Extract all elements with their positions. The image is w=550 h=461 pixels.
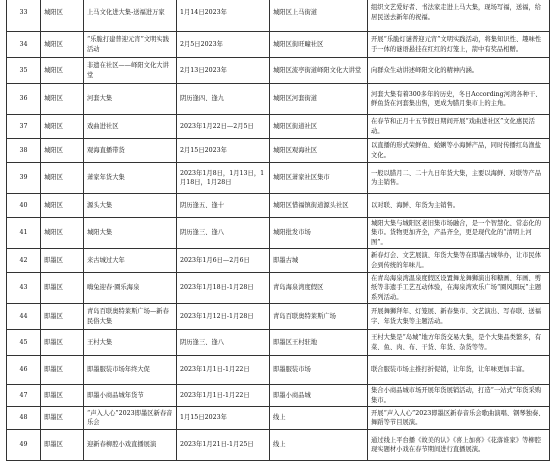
district-cell: 城阳区 bbox=[41, 163, 84, 194]
event-name-cell: 即墨小商品城年货节 bbox=[84, 385, 177, 407]
table-row bbox=[7, 32, 550, 58]
row-number: 34 bbox=[7, 32, 41, 58]
table-row bbox=[7, 407, 550, 430]
time-cell: 2023年1月21日-1月25日 bbox=[177, 430, 270, 461]
row-number: 43 bbox=[7, 273, 41, 304]
time-cell: 2023年1月22日—2月5日 bbox=[177, 115, 270, 139]
table-row bbox=[7, 330, 550, 356]
row-number: 40 bbox=[7, 194, 41, 218]
place-cell: 城阳区惜福镇街道源头社区 bbox=[270, 194, 368, 218]
district-cell: 城阳区 bbox=[41, 139, 84, 163]
table-row bbox=[7, 194, 550, 218]
district-cell: 城阳区 bbox=[41, 84, 84, 115]
event-name-cell: 即墨服装市场年终大促 bbox=[84, 356, 177, 385]
place-cell: 线上 bbox=[270, 407, 368, 430]
place-cell: 青岛海泉湾度假区 bbox=[270, 273, 368, 304]
description-cell: 新春灯会、文艺展演、年货大集等在即墨古城举办，让市民体会到传统的年味儿。 bbox=[368, 249, 550, 273]
table-row bbox=[7, 273, 550, 304]
event-name-cell: 戏曲进社区 bbox=[84, 115, 177, 139]
time-cell: 2023年1月8日，1月13日，1月18日，1月28日 bbox=[177, 163, 270, 194]
event-name-cell: 嗨兔迎春·圈乐海泉 bbox=[84, 273, 177, 304]
table-row bbox=[7, 218, 550, 249]
event-name-cell: 城阳大集 bbox=[84, 218, 177, 249]
time-cell: 阴历逢四、逢九 bbox=[177, 84, 270, 115]
district-cell: 即墨区 bbox=[41, 304, 84, 330]
place-cell: 城阳区街道社区 bbox=[270, 115, 368, 139]
table-row bbox=[7, 430, 550, 461]
district-cell: 城阳区 bbox=[41, 32, 84, 58]
place-cell: 城阳区河套街道 bbox=[270, 84, 368, 115]
table-row bbox=[7, 0, 550, 32]
place-cell: 即墨区王村驻地 bbox=[270, 330, 368, 356]
row-number: 41 bbox=[7, 218, 41, 249]
table-row bbox=[7, 84, 550, 115]
description-cell: 开展“声入人心”2023即墨区新春音乐会歌曲演唱、钢琴独奏、舞蹈等节目展演。 bbox=[368, 407, 550, 430]
row-number: 33 bbox=[7, 0, 41, 32]
district-cell: 即墨区 bbox=[41, 249, 84, 273]
place-cell: 城阳区上马街道 bbox=[270, 0, 368, 32]
row-number: 44 bbox=[7, 304, 41, 330]
district-cell: 城阳区 bbox=[41, 194, 84, 218]
district-cell: 即墨区 bbox=[41, 330, 84, 356]
event-name-cell: 河套大集 bbox=[84, 84, 177, 115]
district-cell: 即墨区 bbox=[41, 273, 84, 304]
place-cell: 城阳区萧家社区集市 bbox=[270, 163, 368, 194]
event-name-cell: 迎新春柳腔小戏直播展演 bbox=[84, 430, 177, 461]
place-cell: 即墨服装市场 bbox=[270, 356, 368, 385]
description-cell: 在青岛海泉湾温泉度假区设置舞龙舞狮演出和糖画、年画、剪纸等非遗手工艺互动体验，在海泉湾欢乐广场“圈风圈玩”主题系列活动。 bbox=[368, 273, 550, 304]
description-cell: 在春节和正月十五节假日期间开展“戏曲进社区”文化惠民活动。 bbox=[368, 115, 550, 139]
district-cell: 即墨区 bbox=[41, 407, 84, 430]
description-cell: 开展“乐脆灯谜普迎元宵”文明实践活动，将集知识性、趣味性于一体的谜语悬挂在红红的灯笼上，箭中有奖品相赠。 bbox=[368, 32, 550, 58]
time-cell: 2月13日2023年 bbox=[177, 58, 270, 84]
row-number: 49 bbox=[7, 430, 41, 461]
row-number: 36 bbox=[7, 84, 41, 115]
table-row bbox=[7, 58, 550, 84]
time-cell: 2023年1月18日-1月28日 bbox=[177, 273, 270, 304]
time-cell: 阴历逢五、逢十 bbox=[177, 194, 270, 218]
description-cell: 向群众生动讲述峄阳文化的精神内涵。 bbox=[368, 58, 550, 84]
table-row bbox=[7, 356, 550, 385]
district-cell: 即墨区 bbox=[41, 430, 84, 461]
place-cell: 城阳区观海社区 bbox=[270, 139, 368, 163]
table-row bbox=[7, 163, 550, 194]
row-number: 48 bbox=[7, 407, 41, 430]
table-row bbox=[7, 385, 550, 407]
description-cell: 集合小商品城市场开展年货展销活动，打造“一站式”年货采购集市。 bbox=[368, 385, 550, 407]
district-cell: 城阳区 bbox=[41, 115, 84, 139]
place-cell: 城阳区流亭街道峄阳文化大讲堂 bbox=[270, 58, 368, 84]
time-cell: 阴历逢三、逢八 bbox=[177, 330, 270, 356]
time-cell: 阴历逢三、逢八 bbox=[177, 218, 270, 249]
event-name-cell: 王村大集 bbox=[84, 330, 177, 356]
place-cell: 线上 bbox=[270, 430, 368, 461]
events-table bbox=[6, 0, 550, 461]
event-name-cell: 观海直播带货 bbox=[84, 139, 177, 163]
table-row bbox=[7, 304, 550, 330]
event-name-cell: “声入人心”2023即墨区新春音乐会 bbox=[84, 407, 177, 430]
row-number: 37 bbox=[7, 115, 41, 139]
event-name-cell: 非遗在社区——峄阳文化大讲堂 bbox=[84, 58, 177, 84]
description-cell: 以直播的形式荣鲜鱼、蛤蜊等小海鲜产品，同时传播红岛渔盐文化。 bbox=[368, 139, 550, 163]
time-cell: 2023年1月12日-1月28日 bbox=[177, 304, 270, 330]
description-cell: 以对联、海鲜、年货为主销售。 bbox=[368, 194, 550, 218]
place-cell: 城阳区街旺疃社区 bbox=[270, 32, 368, 58]
row-number: 42 bbox=[7, 249, 41, 273]
row-number: 47 bbox=[7, 385, 41, 407]
time-cell: 2023年1月6日—2月6日 bbox=[177, 249, 270, 273]
place-cell: 即墨小商品城 bbox=[270, 385, 368, 407]
row-number: 38 bbox=[7, 139, 41, 163]
description-cell: 王村大集是“岛城”地方年货交易大集，是个大集品类繁多，有菜、鱼、肉、布、干货、年货、杂货等等。 bbox=[368, 330, 550, 356]
description-cell: 组织文艺爱好者、书法家走进上马大集，现场写福，送福，给居民送去新年的祝福。 bbox=[368, 0, 550, 32]
document-page bbox=[6, 0, 550, 453]
time-cell: 2023年1月1日-1月22日 bbox=[177, 385, 270, 407]
event-name-cell: “乐脆打建普迎元宵”文明实践活动 bbox=[84, 32, 177, 58]
table-row bbox=[7, 249, 550, 273]
time-cell: 1月14日2023年 bbox=[177, 0, 270, 32]
place-cell: 城阳批发市场 bbox=[270, 218, 368, 249]
description-cell: 通过线上平台播《故美的认》《喜上加喜》《花落谁家》等柳腔现实题材小戏在春节期间进行直播展演。 bbox=[368, 430, 550, 461]
event-name-cell: 来古城过大年 bbox=[84, 249, 177, 273]
description-cell: 城阳大集与城阳区老旧集市场融合，是一个智慧化、常态化的集市。货物更加齐全，产品齐全，更是现代化的“清明上河图”。 bbox=[368, 218, 550, 249]
district-cell: 即墨区 bbox=[41, 356, 84, 385]
description-cell: 一般以腊月二、二十九日年货大集，主要以海鲜、对联等产品为主销售。 bbox=[368, 163, 550, 194]
event-name-cell: 萧家年货大集 bbox=[84, 163, 177, 194]
table-row bbox=[7, 115, 550, 139]
district-cell: 即墨区 bbox=[41, 385, 84, 407]
time-cell: 2023年1月1日-1月22日 bbox=[177, 356, 270, 385]
district-cell: 城阳区 bbox=[41, 58, 84, 84]
table-row bbox=[7, 139, 550, 163]
event-name-cell: 青岛百联奥特莱斯广场—新春民俗大集 bbox=[84, 304, 177, 330]
row-number: 45 bbox=[7, 330, 41, 356]
time-cell: 2月5日2023年 bbox=[177, 32, 270, 58]
row-number: 46 bbox=[7, 356, 41, 385]
place-cell: 即墨古城 bbox=[270, 249, 368, 273]
time-cell: 2月15日2023年 bbox=[177, 139, 270, 163]
description-cell: 开展舞狮拜年、灯笼展、新春集市、文艺演出、写春联、送福字、年货大集等主题活动。 bbox=[368, 304, 550, 330]
place-cell: 青岛百联奥特莱斯广场 bbox=[270, 304, 368, 330]
event-name-cell: 源头大集 bbox=[84, 194, 177, 218]
event-name-cell: 上马文化进大集-送福进万家 bbox=[84, 0, 177, 32]
district-cell: 城阳区 bbox=[41, 218, 84, 249]
district-cell: 城阳区 bbox=[41, 0, 84, 32]
row-number: 39 bbox=[7, 163, 41, 194]
time-cell: 1月15日2023年 bbox=[177, 407, 270, 430]
row-number: 35 bbox=[7, 58, 41, 84]
description-cell: 联合服装市场主推打折促销，让年货，让年味更加丰富。 bbox=[368, 356, 550, 385]
description-cell: 河套大集有着300多年的历史，冬日According河湾各种干、鲜鱼货在河套集出售，更成为腊月集市上的主角。 bbox=[368, 84, 550, 115]
